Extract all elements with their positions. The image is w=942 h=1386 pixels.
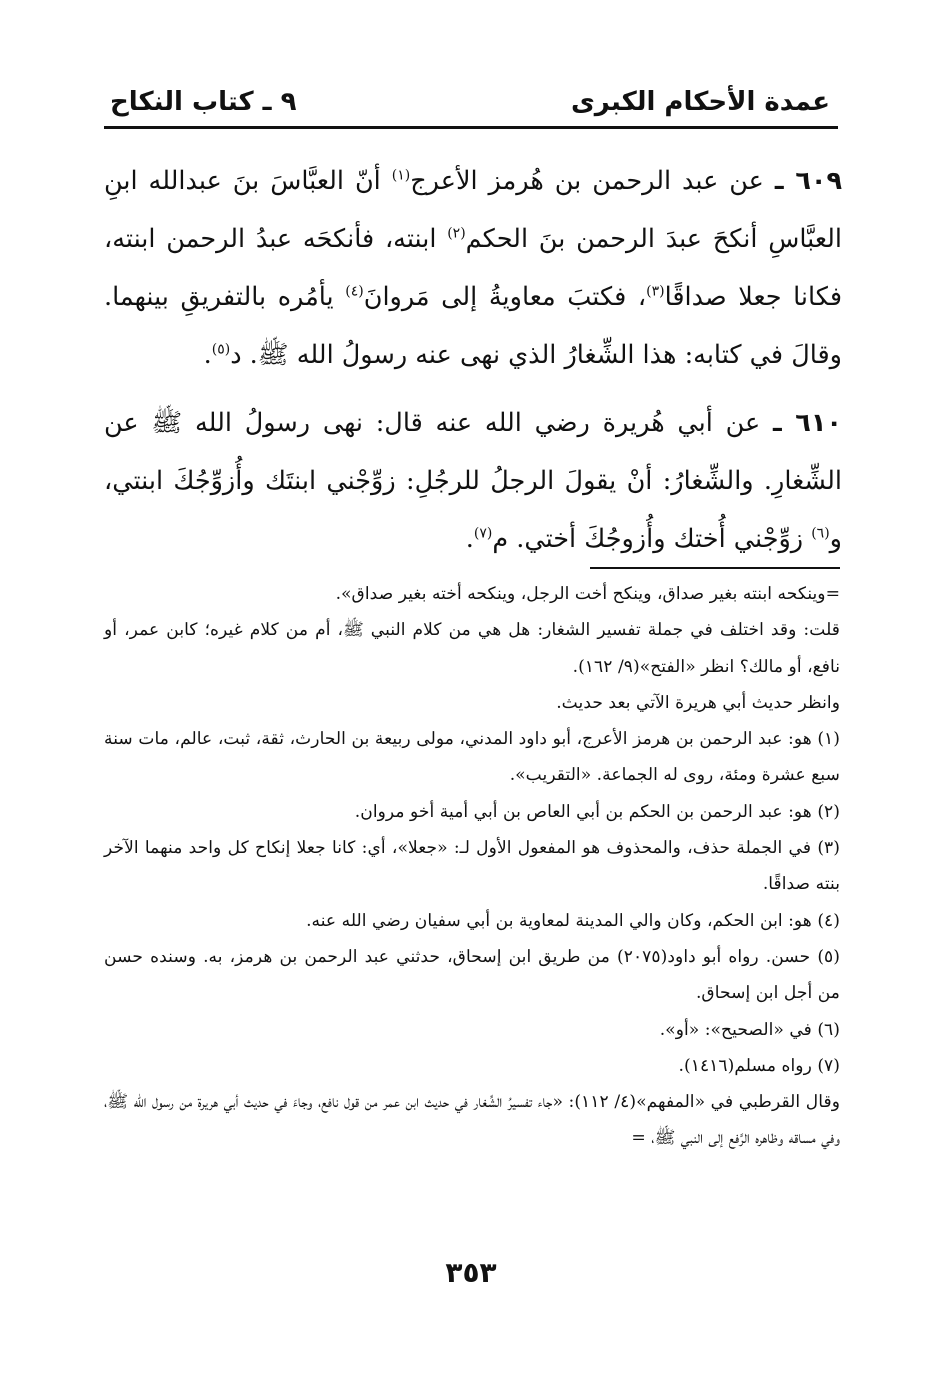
footnote-ref: (٦) xyxy=(811,525,830,542)
header-rule xyxy=(104,126,838,129)
footnote: وقال القرطبي في «المفهم»(٤/ ١١٢): «جاء تفسيرُ الشِّغار في حديث ابن عمر من قول نافع، وجاءَ في حديث أبي هريرة من رسول الله ﷺ، وفي مساقه وظاهره الرَّفع إلى النبي ﷺ، = xyxy=(104,1092,840,1149)
hadith-text: أنّ العبَّاسَ بنَ عبدالله ابنِ العبَّاسِ أنكحَ عبدَ الرحمن بنَ الحكم xyxy=(104,166,842,254)
footnote: (٦) في «الصحيح»: «أو». xyxy=(659,1019,840,1040)
footnote-ref: (٣) xyxy=(646,283,665,300)
footnote: (٧) رواه مسلم(١٤١٦). xyxy=(678,1055,840,1076)
hadith-text: عن أبي هُريرة رضي الله عنه قال: نهى رسولُ الله ﷺ عن الشِّغارِ. والشِّغارُ: أنْ يقولَ الرجلُ للرجُلِ: زوِّجْني ابنتَك وأُزوِّجُكَ ابنتي، و xyxy=(104,408,842,554)
hadith-end: . xyxy=(465,524,474,554)
hadith-text: ابنته، فأنكحَه عبدُ الرحمن ابنته، فكانا جعلا صداقًا xyxy=(104,224,843,312)
footnote: (٥) حسن. رواه أبو داود(٢٠٧٥) من طريق ابن إسحاق، حدثني عبد الرحمن بن هرمز، به. وسنده حسن من أجل ابن إسحاق. xyxy=(104,946,840,1004)
footnote: (٢) هو: عبد الرحمن بن الحكم بن أبي العاص بن أبي أمية أخو مروان. xyxy=(354,801,840,822)
footnote: (٣) في الجملة حذف، والمحذوف هو المفعول الأول لـ: «جعلا»، أي: كانا جعلا إنكاح كل واحد منهما الآخر بنته صداقًا. xyxy=(104,838,840,895)
chapter-title: ٩ ـ كتاب النكاح xyxy=(110,87,297,117)
footnote: وانظر حديث أبي هريرة الآتي بعد حديث. xyxy=(556,692,840,713)
hadith-text: عن عبد الرحمن بن هُرمز الأعرج xyxy=(410,166,764,196)
hadith-text: ، فكتبَ معاويةُ إلى مَروانَ xyxy=(363,282,647,312)
page-number: ٣٥٣ xyxy=(445,1256,497,1289)
footnote-ref: (٢) xyxy=(447,225,466,242)
footnote: قلت: وقد اختلف في جملة تفسير الشغار: هل هي من كلام النبي ﷺ، أم من كلام غيره؛ كابن عمر، أو نافع، أو مالك؟ انظر «الفتح»(٩/ ١٦٢). xyxy=(104,620,840,677)
footnote: (٤) هو: ابن الحكم، وكان والي المدينة لمعاوية بن أبي سفيان رضي الله عنه. xyxy=(306,910,840,931)
hadith-number: ٦١٠ ـ xyxy=(773,408,842,438)
hadith-number: ٦٠٩ ـ xyxy=(774,166,843,196)
footnote: (١) هو: عبد الرحمن بن هرمز الأعرج، أبو داود المدني، مولى ربيعة بن الحارث، ثقة، ثبت، عالم، مات سنة سبع عشرة ومئة، روى له الجماعة. «التقريب». xyxy=(104,729,840,786)
hadith-609 xyxy=(104,152,842,384)
hadith-text: زوِّجْني أُختك وأُزوجُكَ أختي. م xyxy=(492,524,812,554)
footnote-ref: (٥) xyxy=(211,341,231,358)
hadith-text: يأمُره بالتفريقِ بينهما. وقالَ في كتابه: هذا الشِّغارُ الذي نهى عنه رسولُ الله ﷺ. د xyxy=(104,282,842,370)
hadith-610 xyxy=(104,394,842,568)
footnote-separator xyxy=(590,567,840,569)
main-text xyxy=(104,152,842,568)
footnote-ref: (٧) xyxy=(473,525,493,542)
hadith-end: . xyxy=(203,340,212,370)
footnote: =وينكحه ابنته بغير صداق، وينكح أخت الرجل، وينكحه أخته بغير صداق». xyxy=(335,584,840,604)
footnote-ref: (٤) xyxy=(345,283,364,300)
footnotes xyxy=(104,576,840,1157)
book-title: عمدة الأحكام الكبرى xyxy=(570,87,830,117)
footnote-ref: (١) xyxy=(391,167,411,184)
